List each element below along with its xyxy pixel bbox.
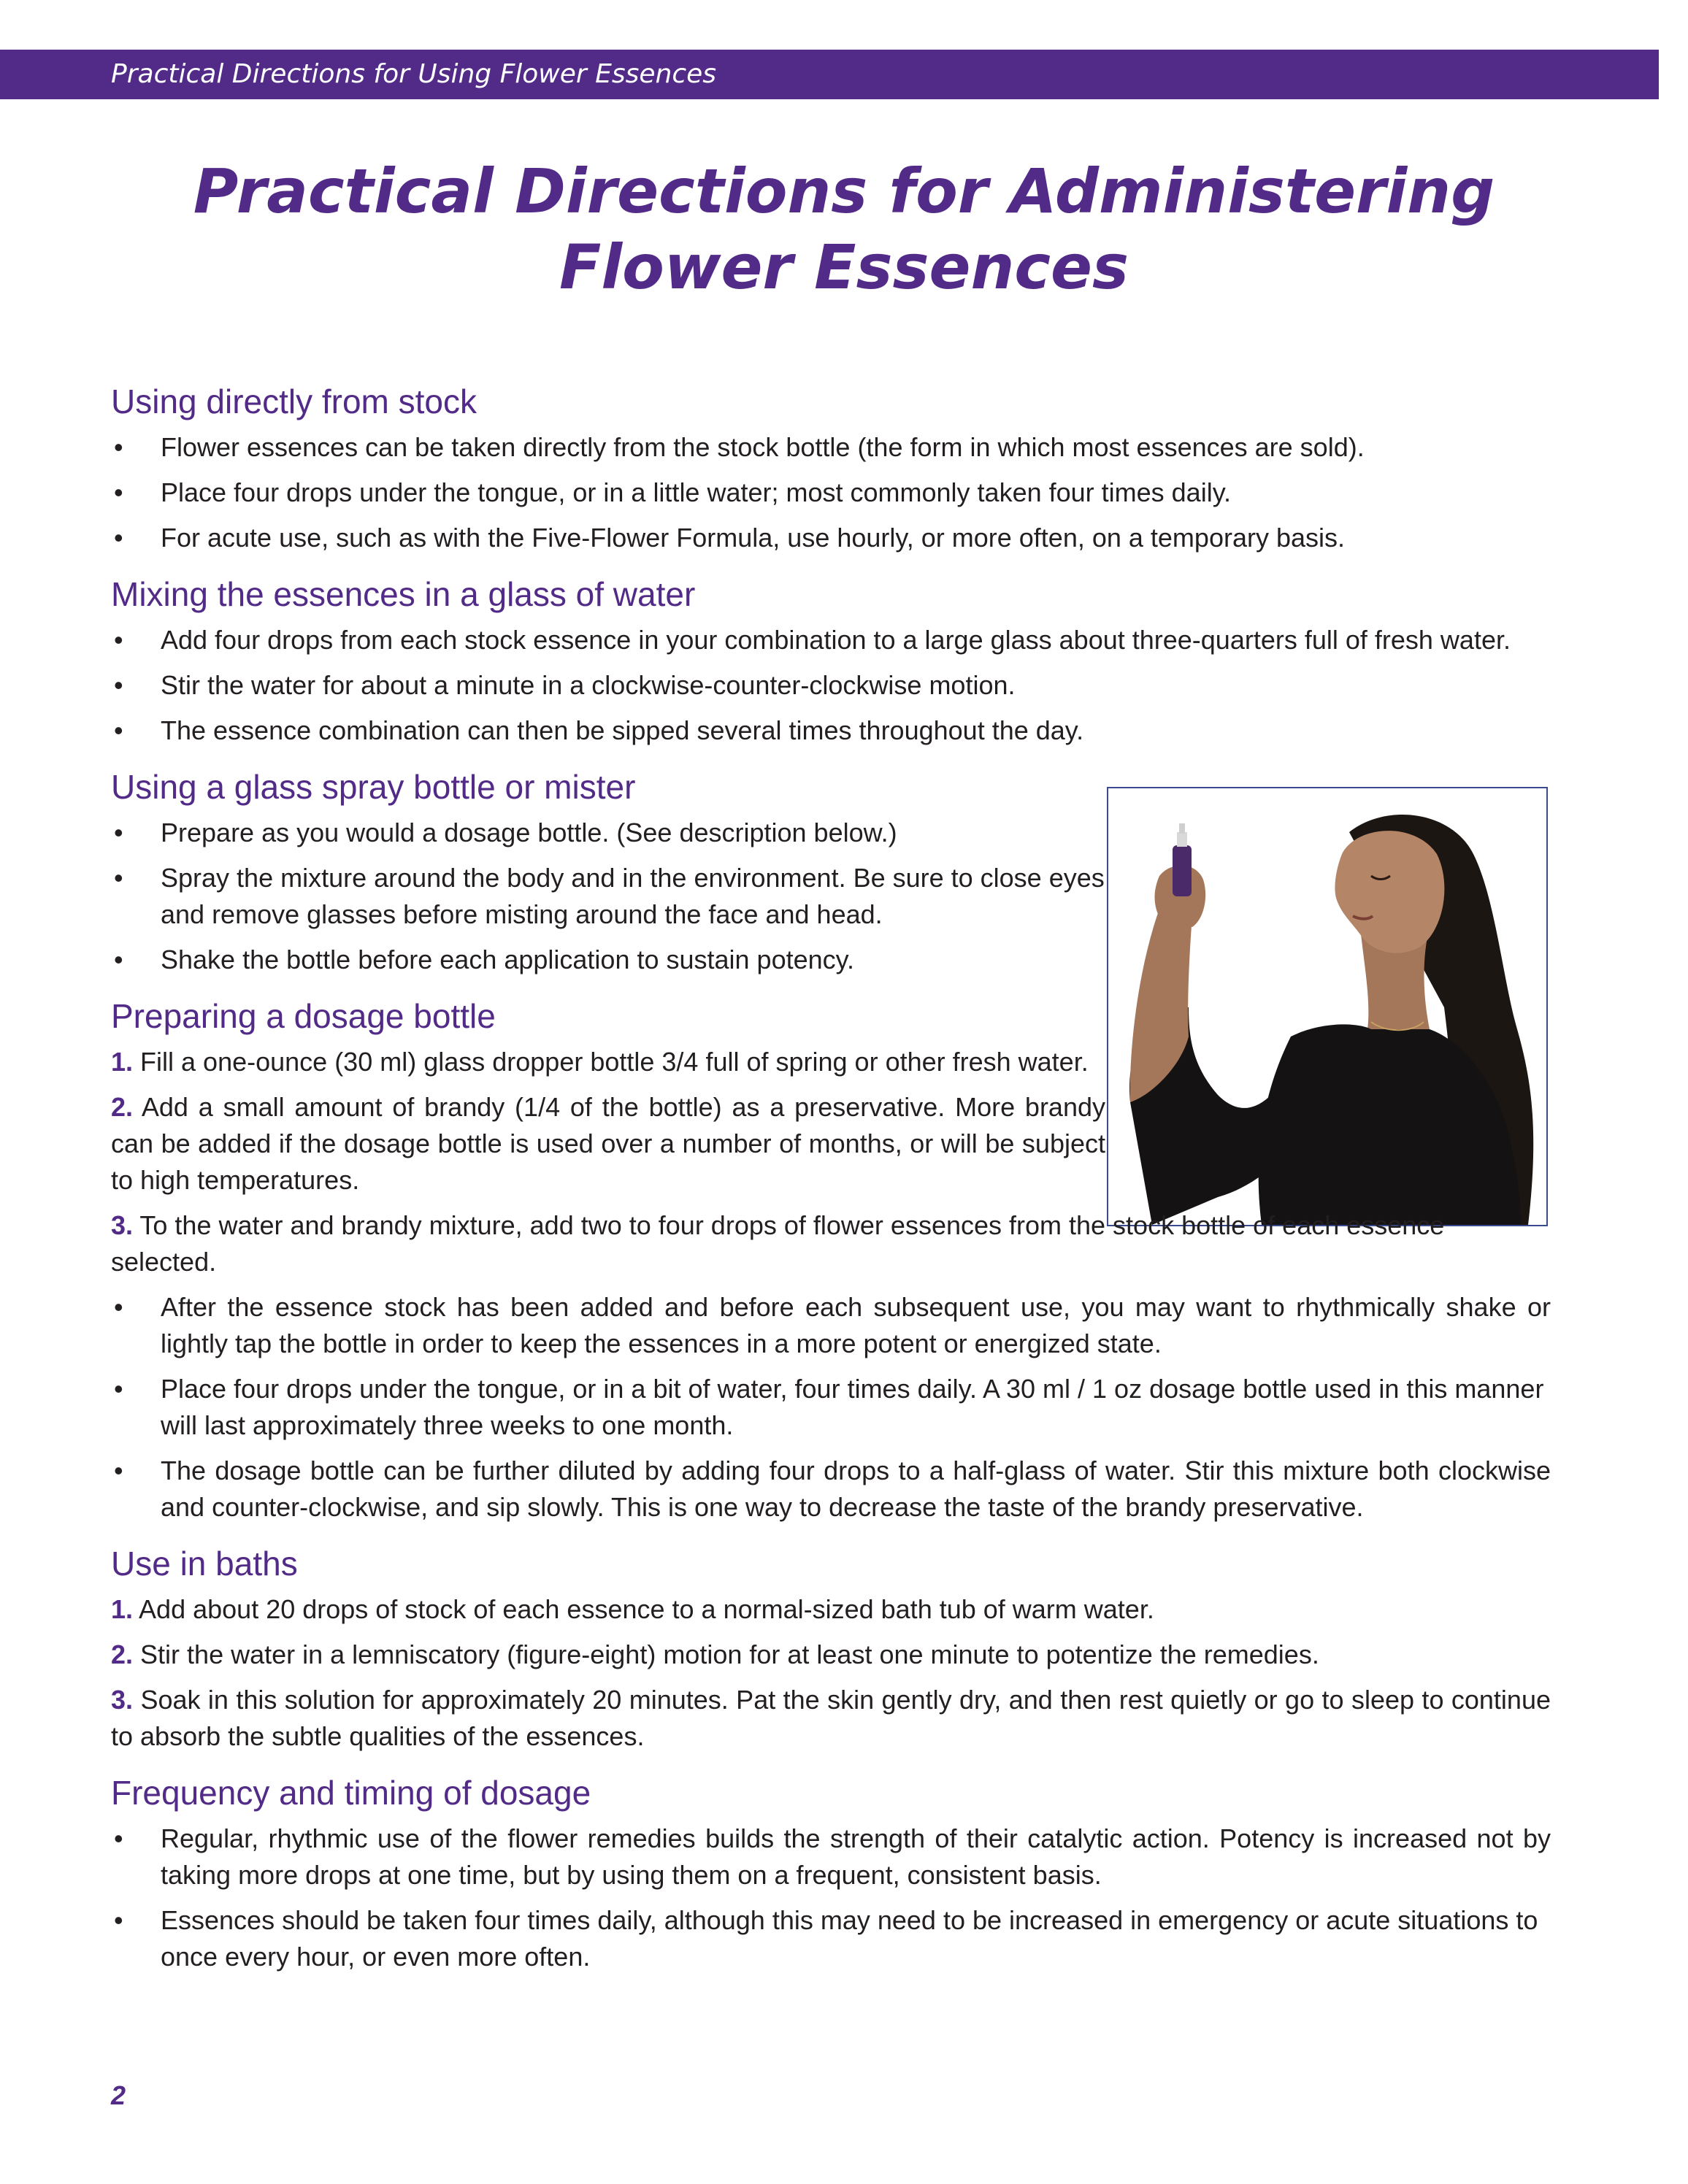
bullet-marker: • — [114, 670, 123, 700]
bullet-marker: • — [114, 432, 123, 462]
section-frequency — [111, 1771, 1551, 1975]
section-use-in-baths — [111, 1542, 1551, 1755]
bullet-marker: • — [114, 1374, 123, 1404]
bullet-marker: • — [114, 1456, 123, 1485]
numbered-step — [111, 1207, 1551, 1280]
list-item — [111, 942, 1105, 978]
list-item — [111, 860, 1105, 933]
step-number: 3. — [111, 1685, 134, 1715]
list-item — [111, 1902, 1551, 1975]
page-number: 2 — [111, 2080, 126, 2110]
numbered-step — [111, 1682, 1551, 1755]
page-title-line-2: Flower Essences — [559, 231, 1129, 303]
list-item — [111, 474, 1551, 511]
running-header-title: Practical Directions for Using Flower Essences — [111, 59, 717, 89]
section-heading-dosage: Preparing a dosage bottle — [111, 997, 496, 1035]
step-text: To the water and brandy mixture, add two to four drops of flower essences from the stock bottle of each essence selected. — [111, 1210, 1445, 1277]
spray-bullet-list — [111, 815, 1105, 978]
step-text: Add a small amount of brandy (1/4 of the bottle) as a preservative. More brandy can be added if the dosage bottle is used over a number of months, or will be subject to high temperatures. — [111, 1092, 1105, 1195]
bullet-marker: • — [114, 715, 123, 745]
dosage-bullet-list — [111, 1289, 1551, 1526]
step-number: 2. — [111, 1639, 134, 1669]
section-heading-baths: Use in baths — [111, 1545, 298, 1583]
step-text: Add about 20 drops of stock of each essence to a normal-sized bath tub of warm water. — [139, 1594, 1154, 1624]
bullet-marker: • — [114, 1823, 123, 1853]
bullet-marker: • — [114, 523, 123, 553]
section-heading-frequency: Frequency and timing of dosage — [111, 1774, 591, 1812]
list-item-text: The dosage bottle can be further diluted by adding four drops to a half-glass of water. Stir this mixture both clockwise and counter-clockwise, and sip slowly. This is one way to decrease the taste of the brandy preservative. — [161, 1456, 1551, 1522]
page-title — [0, 153, 1688, 305]
list-item-text: The essence combination can then be sipped several times throughout the day. — [161, 715, 1084, 745]
bullet-marker: • — [114, 477, 123, 507]
list-item — [111, 815, 1105, 851]
section-heading-stock: Using directly from stock — [111, 382, 477, 420]
bullet-marker: • — [114, 625, 123, 655]
list-item-text: Essences should be taken four times daily, although this may need to be increased in emergency or acute situations to once every hour, or even more often. — [161, 1905, 1538, 1972]
list-item — [111, 1371, 1551, 1444]
list-item-text: Flower essences can be taken directly from the stock bottle (the form in which most essences are sold). — [161, 432, 1365, 462]
list-item-text: Place four drops under the tongue, or in a bit of water, four times daily. A 30 ml / 1 oz dosage bottle used in this manner will last approximately three weeks to one month. — [161, 1374, 1544, 1440]
list-item-text: Stir the water for about a minute in a clockwise-counter-clockwise motion. — [161, 670, 1016, 700]
list-item-text: Regular, rhythmic use of the flower remedies builds the strength of their catalytic action. Potency is increased not by taking more drops at one time, but by using them on a frequent, consistent basis. — [161, 1823, 1551, 1890]
glass-bullet-list — [111, 622, 1551, 749]
step-text: Soak in this solution for approximately 20 minutes. Pat the skin gently dry, and then rest quietly or go to sleep to continue to absorb the subtle qualities of the essences. — [111, 1685, 1551, 1751]
bullet-marker: • — [114, 1905, 123, 1935]
section-spray-bottle — [111, 765, 1105, 978]
list-item — [111, 520, 1551, 556]
bullet-marker: • — [114, 1292, 123, 1322]
numbered-step — [111, 1591, 1551, 1628]
numbered-step — [111, 1089, 1105, 1199]
bullet-marker: • — [114, 945, 123, 974]
section-heading-glass: Mixing the essences in a glass of water — [111, 575, 696, 613]
section-heading-spray: Using a glass spray bottle or mister — [111, 768, 636, 806]
list-item — [111, 622, 1551, 658]
step-number: 1. — [111, 1047, 134, 1077]
step-number: 1. — [111, 1594, 134, 1624]
running-header-band — [0, 50, 1659, 99]
list-item — [111, 1289, 1551, 1362]
numbered-step — [111, 1044, 1105, 1080]
list-item-text: Prepare as you would a dosage bottle. (See description below.) — [161, 818, 897, 847]
section-dosage-bottle — [111, 994, 1551, 1526]
page-body — [111, 380, 1551, 1991]
step-number: 3. — [111, 1210, 134, 1240]
list-item-text: For acute use, such as with the Five-Flower Formula, use hourly, or more often, on a temporary basis. — [161, 523, 1346, 553]
list-item-text: Place four drops under the tongue, or in a little water; most commonly taken four times daily. — [161, 477, 1232, 507]
stock-bullet-list — [111, 429, 1551, 556]
bullet-marker: • — [114, 863, 123, 893]
list-item — [111, 429, 1551, 466]
section-using-from-stock — [111, 380, 1551, 556]
step-text: Fill a one-ounce (30 ml) glass dropper bottle 3/4 full of spring or other fresh water. — [140, 1047, 1089, 1077]
step-number: 2. — [111, 1092, 134, 1122]
list-item-text: Add four drops from each stock essence in your combination to a large glass about three-quarters full of fresh water. — [161, 625, 1511, 655]
list-item — [111, 1820, 1551, 1893]
list-item-text: After the essence stock has been added and before each subsequent use, you may want to rhythmically shake or lightly tap the bottle in order to keep the essences in a more potent or energized state. — [161, 1292, 1551, 1358]
list-item — [111, 712, 1551, 749]
frequency-bullet-list — [111, 1820, 1551, 1975]
list-item-text: Shake the bottle before each application to sustain potency. — [161, 945, 854, 974]
numbered-step — [111, 1637, 1551, 1673]
page-title-line-1: Practical Directions for Administering — [193, 155, 1495, 227]
section-glass-of-water — [111, 572, 1551, 749]
step-text: Stir the water in a lemniscatory (figure-eight) motion for at least one minute to potentize the remedies. — [140, 1639, 1319, 1669]
list-item-text: Spray the mixture around the body and in the environment. Be sure to close eyes and remove glasses before misting around the face and head. — [161, 863, 1105, 929]
list-item — [111, 1453, 1551, 1526]
list-item — [111, 667, 1551, 704]
bullet-marker: • — [114, 818, 123, 847]
